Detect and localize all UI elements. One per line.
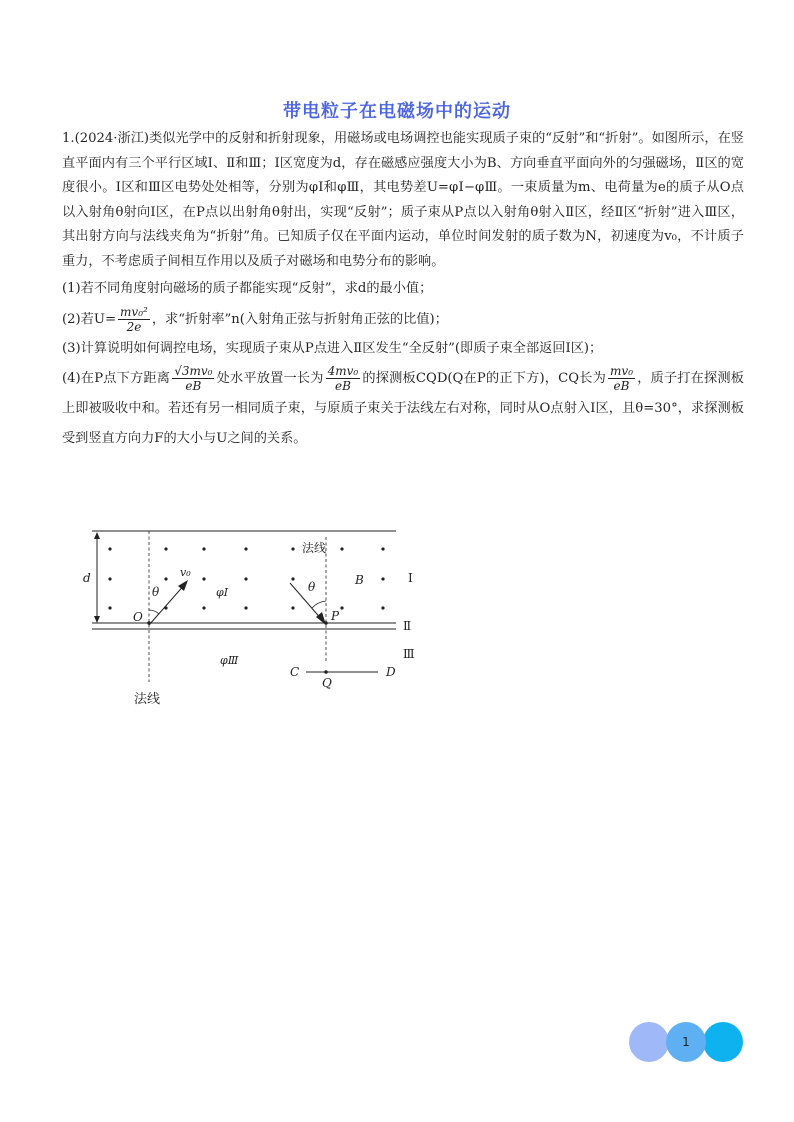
angle-arc-p <box>312 601 326 608</box>
question-3: (3)计算说明如何调控电场，实现质子束从P点进入Ⅱ区发生“全反射”(即质子束全部返回Ⅰ区)； <box>62 340 603 356</box>
label-O: O <box>133 610 143 624</box>
label-P: P <box>331 609 340 623</box>
point-o <box>147 621 151 625</box>
label-normal-top: 法线 <box>302 541 327 555</box>
fraction-distance: $\frac{\text{√3mv₀}}{eB}$ <box>174 364 213 393</box>
field-dots <box>108 547 384 609</box>
physics-diagram <box>70 522 430 712</box>
point-p <box>324 621 328 625</box>
question-2: (2)若U= $\frac{\text{mv₀²}}{2e}$ ，求“折射率”n(入射角正弦与折射角正弦的比值)； <box>62 304 448 334</box>
label-region-3: Ⅲ <box>403 647 415 661</box>
label-normal-bottom: 法线 <box>134 692 161 707</box>
label-theta-o: θ <box>152 585 160 599</box>
angle-arc-o <box>149 610 159 614</box>
label-C: C <box>290 665 300 679</box>
label-region-1: Ⅰ <box>408 571 413 585</box>
problem-intro <box>62 127 744 274</box>
problem-intro-text: (2024·浙江)类似光学中的反射和折射现象，用磁场或电场调控也能实现质子束的“反射”和“折射”。如图所示，在竖直平面内有三个平行区域Ⅰ、Ⅱ和Ⅲ；Ⅰ区宽度为d，存在磁感应强度大小为B、方向垂直平面向外的匀强磁场，Ⅱ区的宽度很小。Ⅰ区和Ⅲ区电势处处相等，分别为φⅠ和φⅢ，其电势差U=φⅠ−φⅢ。一束质量为m、电荷量为e的质子从O点以入射角θ射向Ⅰ区，在P点以出射角θ射出，实现“反射”；质子束从P点以入射角θ射入Ⅱ区，经Ⅱ区“折射”进入Ⅲ区，其出射方向与法线夹角为“折射”角。已知质子仅在平面内运动，单位时间发射的质子数为N，初速度为v₀，不计质子重力，不考虑质子间相互作用以及质子对磁场和电势分布的影响。 <box>62 131 744 269</box>
question-4: (4)在P点下方距离 $\frac{\text{√3mv₀}}{eB}$ 处水平放置一长为 $\frac{\text{4mv₀}}{eB}$ 的探测板CQD(Q在P的正下方)，CQ长为 $\frac{\text{mv₀}}{eB}$ ，质子打在探测板上即被吸收中和。若还有另一相同质子束，与原质子束关于法线左右对称，同时从O点射入Ⅰ区，且θ=30°，求探测板受到竖直方向力F的大小与U之间的关系。 <box>62 364 744 446</box>
badge-circle-right <box>703 1022 743 1062</box>
label-v0: v₀ <box>180 566 191 579</box>
badge-circle-left <box>629 1022 669 1062</box>
page-title: 带电粒子在电磁场中的运动 <box>283 101 511 122</box>
problem-number: 1. <box>62 131 75 146</box>
problem-block <box>62 127 744 454</box>
page-number-badge <box>629 1022 743 1062</box>
question-1: (1)若不同角度射向磁场的质子都能实现“反射”，求d的最小值； <box>62 281 433 296</box>
label-D: D <box>386 665 396 679</box>
label-theta-p: θ <box>308 580 316 594</box>
fraction-u: $\frac{\text{mv₀²}}{2e}$ <box>120 304 148 334</box>
dimension-d-arrow-bottom <box>94 616 100 623</box>
velocity-arrowhead <box>178 580 188 591</box>
label-phi3: φⅢ <box>220 654 239 667</box>
label-d: d <box>83 571 91 585</box>
label-phi1: φⅠ <box>216 586 229 599</box>
label-Q: Q <box>322 676 332 690</box>
label-B: B <box>355 573 364 587</box>
point-q <box>324 670 328 674</box>
fraction-length: $\frac{\text{4mv₀}}{eB}$ <box>327 364 359 393</box>
fraction-cq: $\frac{\text{mv₀}}{eB}$ <box>610 364 633 393</box>
page-number: 1 <box>682 1035 690 1049</box>
dimension-d-arrow-top <box>94 532 100 539</box>
label-region-2: Ⅱ <box>403 619 412 633</box>
